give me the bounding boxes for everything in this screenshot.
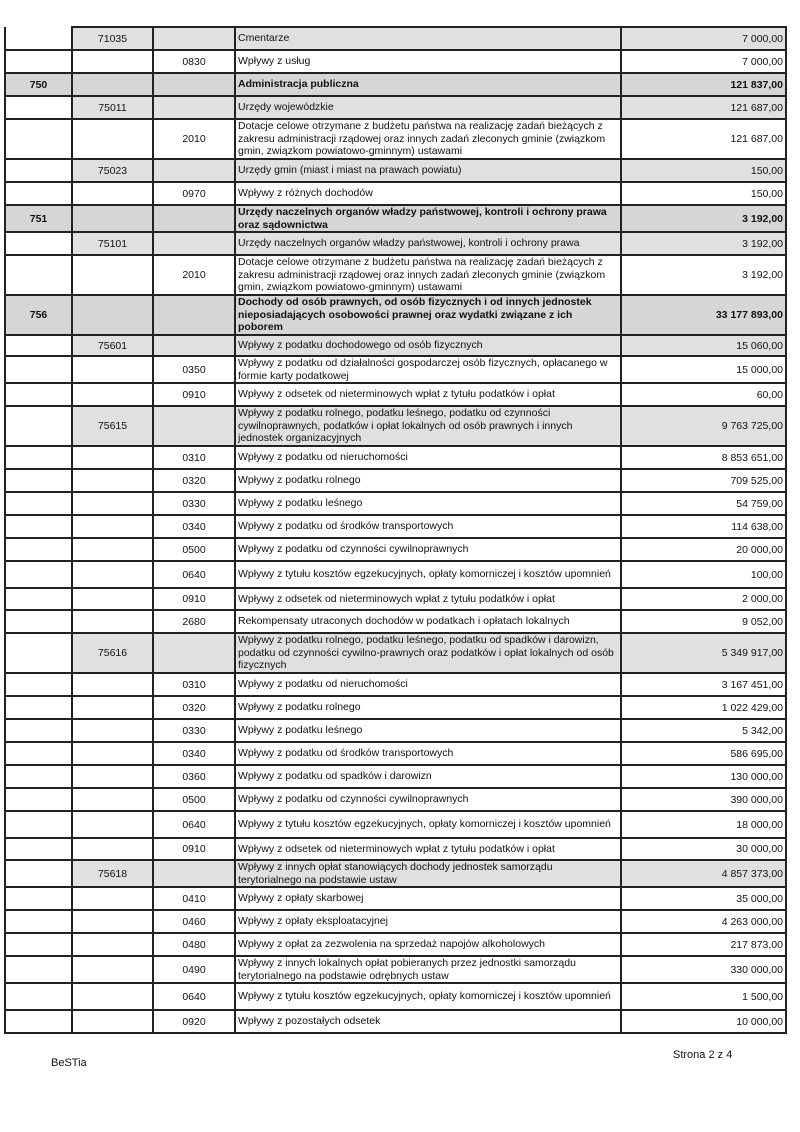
paragraf-row (5, 492, 786, 515)
nazwa-cell: Wpływy z różnych dochodów (235, 182, 621, 205)
rozdzial-row (5, 406, 786, 446)
rozdzial-row (5, 633, 786, 673)
paragraf-row (5, 719, 786, 742)
paragraf-cell: 0970 (153, 182, 235, 205)
paragraf-row (5, 515, 786, 538)
rozdzial-cell (72, 742, 153, 765)
rozdzial-cell (72, 469, 153, 492)
paragraf-cell: 0310 (153, 446, 235, 469)
dzial-cell (5, 469, 72, 492)
nazwa-cell: Urzędy gmin (miast i miast na prawach powiatu) (235, 159, 621, 182)
paragraf-row (5, 610, 786, 633)
rozdzial-cell (72, 295, 153, 335)
rozdzial-cell: 71035 (72, 27, 153, 50)
paragraf-cell: 0910 (153, 383, 235, 406)
kwota-cell: 5 349 917,00 (621, 633, 786, 673)
rozdzial-cell: 75618 (72, 860, 153, 887)
nazwa-cell: Wpływy z opłat za zezwolenia na sprzedaż napojów alkoholowych (235, 933, 621, 956)
paragraf-cell: 0310 (153, 673, 235, 696)
dzial-cell (5, 887, 72, 910)
dzial-cell (5, 811, 72, 838)
kwota-cell: 54 759,00 (621, 492, 786, 515)
kwota-cell: 586 695,00 (621, 742, 786, 765)
kwota-cell: 3 192,00 (621, 232, 786, 255)
paragraf-cell: 0460 (153, 910, 235, 933)
rozdzial-cell: 75101 (72, 232, 153, 255)
paragraf-cell: 2010 (153, 255, 235, 295)
paragraf-row (5, 811, 786, 838)
paragraf-cell: 0320 (153, 696, 235, 719)
dzial-cell (5, 232, 72, 255)
rozdzial-cell (72, 588, 153, 610)
nazwa-cell: Wpływy z podatku od czynności cywilnoprawnych (235, 788, 621, 811)
dzial-cell (5, 910, 72, 933)
kwota-cell: 121 687,00 (621, 96, 786, 119)
kwota-cell: 709 525,00 (621, 469, 786, 492)
paragraf-cell: 0640 (153, 983, 235, 1010)
kwota-cell: 114 638,00 (621, 515, 786, 538)
rozdzial-cell (72, 788, 153, 811)
rozdzial-cell (72, 356, 153, 383)
dzial-cell (5, 633, 72, 673)
footer-page-number: Strona 2 z 4 (673, 1049, 733, 1061)
paragraf-cell: 0340 (153, 515, 235, 538)
dzial-cell (5, 838, 72, 860)
nazwa-cell: Wpływy z podatku od środków transportowych (235, 742, 621, 765)
nazwa-cell: Wpływy z odsetek od nieterminowych wpłat z tytułu podatków i opłat (235, 838, 621, 860)
paragraf-row (5, 446, 786, 469)
nazwa-cell: Wpływy z podatku leśnego (235, 719, 621, 742)
rozdzial-cell (72, 255, 153, 295)
rozdzial-cell (72, 50, 153, 73)
rozdzial-cell (72, 765, 153, 788)
nazwa-cell: Wpływy z odsetek od nieterminowych wpłat z tytułu podatków i opłat (235, 588, 621, 610)
nazwa-cell: Wpływy z innych lokalnych opłat pobieranych przez jednostki samorządu terytorialnego na podstawie odrębnych ustaw (235, 956, 621, 983)
rozdzial-cell (72, 561, 153, 588)
nazwa-cell: Wpływy z podatku rolnego, podatku leśnego, podatku od czynności cywilnoprawnych, podatków i opłat lokalnych od osób prawnych i innych jednostek organizacyjnych (235, 406, 621, 446)
dzial-cell (5, 1010, 72, 1033)
kwota-cell: 1 022 429,00 (621, 696, 786, 719)
rozdzial-cell (72, 182, 153, 205)
nazwa-cell: Urzędy naczelnych organów władzy państwowej, kontroli i ochrony prawa oraz sądownictwa (235, 205, 621, 232)
rozdzial-row (5, 860, 786, 887)
rozdzial-cell: 75615 (72, 406, 153, 446)
paragraf-cell: 0480 (153, 933, 235, 956)
rozdzial-cell (72, 538, 153, 561)
kwota-cell: 130 000,00 (621, 765, 786, 788)
kwota-cell: 4 263 000,00 (621, 910, 786, 933)
rozdzial-cell (72, 446, 153, 469)
dzial-cell (5, 561, 72, 588)
nazwa-cell: Dochody od osób prawnych, od osób fizycznych i od innych jednostek nieposiadających osobowości prawnej oraz wydatki związane z ich poborem (235, 295, 621, 335)
dzial-cell (5, 588, 72, 610)
rozdzial-cell: 75616 (72, 633, 153, 673)
nazwa-cell: Wpływy z podatku rolnego (235, 469, 621, 492)
paragraf-row (5, 765, 786, 788)
nazwa-cell: Wpływy z podatku od nieruchomości (235, 673, 621, 696)
kwota-cell: 30 000,00 (621, 838, 786, 860)
kwota-cell: 3 192,00 (621, 205, 786, 232)
dzial-cell (5, 255, 72, 295)
dzial-cell (5, 610, 72, 633)
dzial-cell (5, 27, 72, 50)
paragraf-cell: 0490 (153, 956, 235, 983)
kwota-cell: 10 000,00 (621, 1010, 786, 1033)
rozdzial-cell: 75601 (72, 335, 153, 356)
paragraf-row (5, 182, 786, 205)
dzial-cell (5, 983, 72, 1010)
paragraf-cell: 0350 (153, 356, 235, 383)
rozdzial-cell (72, 205, 153, 232)
dzial-cell (5, 788, 72, 811)
rozdzial-row (5, 159, 786, 182)
paragraf-cell: 2680 (153, 610, 235, 633)
dzial-cell (5, 933, 72, 956)
rozdzial-cell (72, 956, 153, 983)
nazwa-cell: Wpływy z podatku od czynności cywilnoprawnych (235, 538, 621, 561)
dzial-cell (5, 119, 72, 159)
nazwa-cell: Wpływy z podatku rolnego, podatku leśnego, podatku od spadków i darowizn, podatku od czynności cywilno-prawnych oraz podatków i opłat lokalnych od osób fizycznych (235, 633, 621, 673)
paragraf-cell: 0500 (153, 788, 235, 811)
paragraf-row (5, 887, 786, 910)
rozdzial-cell (72, 492, 153, 515)
paragraf-cell: 0640 (153, 561, 235, 588)
nazwa-cell: Wpływy z opłaty eksploatacyjnej (235, 910, 621, 933)
rozdzial-cell (72, 887, 153, 910)
dzial-cell (5, 406, 72, 446)
paragraf-cell: 0410 (153, 887, 235, 910)
rozdzial-row (5, 96, 786, 119)
rozdzial-cell (72, 610, 153, 633)
rozdzial-row (5, 232, 786, 255)
nazwa-cell: Rekompensaty utraconych dochodów w podatkach i opłatach lokalnych (235, 610, 621, 633)
kwota-cell: 217 873,00 (621, 933, 786, 956)
nazwa-cell: Wpływy z podatku od spadków i darowizn (235, 765, 621, 788)
paragraf-cell: 0640 (153, 811, 235, 838)
kwota-cell: 121 837,00 (621, 73, 786, 96)
rozdzial-cell (72, 73, 153, 96)
paragraf-cell (153, 27, 235, 50)
kwota-cell: 150,00 (621, 182, 786, 205)
kwota-cell: 8 853 651,00 (621, 446, 786, 469)
paragraf-cell (153, 406, 235, 446)
kwota-cell: 5 342,00 (621, 719, 786, 742)
paragraf-row (5, 696, 786, 719)
rozdzial-cell (72, 696, 153, 719)
paragraf-cell: 0910 (153, 838, 235, 860)
dzial-cell (5, 538, 72, 561)
paragraf-cell: 2010 (153, 119, 235, 159)
dzial-cell (5, 446, 72, 469)
nazwa-cell: Urzędy wojewódzkie (235, 96, 621, 119)
budget-table (4, 26, 787, 1034)
paragraf-row (5, 383, 786, 406)
rozdzial-row (5, 27, 786, 50)
nazwa-cell: Wpływy z usług (235, 50, 621, 73)
nazwa-cell: Wpływy z tytułu kosztów egzekucyjnych, opłaty komorniczej i kosztów upomnień (235, 561, 621, 588)
nazwa-cell: Urzędy naczelnych organów władzy państwowej, kontroli i ochrony prawa (235, 232, 621, 255)
paragraf-cell (153, 159, 235, 182)
dzial-cell (5, 515, 72, 538)
kwota-cell: 15 060,00 (621, 335, 786, 356)
footer-app-name: BeSTia (51, 1057, 87, 1069)
dzial-cell (5, 50, 72, 73)
dzial-cell (5, 956, 72, 983)
kwota-cell: 7 000,00 (621, 50, 786, 73)
kwota-cell: 9 763 725,00 (621, 406, 786, 446)
kwota-cell: 150,00 (621, 159, 786, 182)
dzial-row (5, 295, 786, 335)
nazwa-cell: Wpływy z podatku dochodowego od osób fizycznych (235, 335, 621, 356)
nazwa-cell: Wpływy z tytułu kosztów egzekucyjnych, opłaty komorniczej i kosztów upomnień (235, 811, 621, 838)
dzial-row (5, 205, 786, 232)
nazwa-cell: Wpływy z podatku od nieruchomości (235, 446, 621, 469)
paragraf-cell (153, 860, 235, 887)
paragraf-cell: 0330 (153, 492, 235, 515)
rozdzial-cell (72, 719, 153, 742)
kwota-cell: 33 177 893,00 (621, 295, 786, 335)
nazwa-cell: Cmentarze (235, 27, 621, 50)
paragraf-row (5, 356, 786, 383)
kwota-cell: 121 687,00 (621, 119, 786, 159)
paragraf-row (5, 673, 786, 696)
dzial-cell (5, 159, 72, 182)
paragraf-row (5, 933, 786, 956)
rozdzial-cell (72, 515, 153, 538)
paragraf-cell: 0830 (153, 50, 235, 73)
dzial-cell (5, 182, 72, 205)
paragraf-cell (153, 232, 235, 255)
nazwa-cell: Wpływy z tytułu kosztów egzekucyjnych, opłaty komorniczej i kosztów upomnień (235, 983, 621, 1010)
paragraf-row (5, 788, 786, 811)
kwota-cell: 15 000,00 (621, 356, 786, 383)
paragraf-row (5, 119, 786, 159)
paragraf-cell (153, 295, 235, 335)
rozdzial-cell (72, 838, 153, 860)
kwota-cell: 60,00 (621, 383, 786, 406)
dzial-cell: 756 (5, 295, 72, 335)
kwota-cell: 7 000,00 (621, 27, 786, 50)
kwota-cell: 9 052,00 (621, 610, 786, 633)
paragraf-row (5, 742, 786, 765)
kwota-cell: 390 000,00 (621, 788, 786, 811)
paragraf-cell (153, 335, 235, 356)
dzial-cell (5, 765, 72, 788)
kwota-cell: 18 000,00 (621, 811, 786, 838)
rozdzial-cell (72, 383, 153, 406)
paragraf-row (5, 956, 786, 983)
kwota-cell: 20 000,00 (621, 538, 786, 561)
dzial-cell (5, 719, 72, 742)
paragraf-row (5, 1010, 786, 1033)
paragraf-cell: 0910 (153, 588, 235, 610)
rozdzial-cell: 75023 (72, 159, 153, 182)
paragraf-cell (153, 96, 235, 119)
kwota-cell: 3 167 451,00 (621, 673, 786, 696)
nazwa-cell: Wpływy z opłaty skarbowej (235, 887, 621, 910)
nazwa-cell: Wpływy z podatku od środków transportowych (235, 515, 621, 538)
rozdzial-cell (72, 119, 153, 159)
rozdzial-cell (72, 910, 153, 933)
paragraf-cell (153, 633, 235, 673)
paragraf-cell: 0330 (153, 719, 235, 742)
paragraf-row (5, 838, 786, 860)
paragraf-row (5, 983, 786, 1010)
kwota-cell: 100,00 (621, 561, 786, 588)
nazwa-cell: Dotacje celowe otrzymane z budżetu państwa na realizację zadań bieżących z zakresu administracji rządowej oraz innych zadań zleconych gminie (związkom gmin, związkom powiatowo-gminnym) ustawami (235, 255, 621, 295)
nazwa-cell: Wpływy z innych opłat stanowiących dochody jednostek samorządu terytorialnego na podstawie ustaw (235, 860, 621, 887)
kwota-cell: 35 000,00 (621, 887, 786, 910)
kwota-cell: 330 000,00 (621, 956, 786, 983)
paragraf-cell: 0320 (153, 469, 235, 492)
budget-table-body (5, 27, 786, 1033)
paragraf-row (5, 910, 786, 933)
dzial-cell (5, 335, 72, 356)
rozdzial-cell (72, 933, 153, 956)
paragraf-cell (153, 73, 235, 96)
nazwa-cell: Wpływy z podatku rolnego (235, 696, 621, 719)
rozdzial-cell (72, 673, 153, 696)
dzial-cell (5, 383, 72, 406)
dzial-cell (5, 673, 72, 696)
dzial-cell (5, 96, 72, 119)
nazwa-cell: Wpływy z pozostałych odsetek (235, 1010, 621, 1033)
dzial-cell (5, 696, 72, 719)
kwota-cell: 4 857 373,00 (621, 860, 786, 887)
nazwa-cell: Wpływy z odsetek od nieterminowych wpłat z tytułu podatków i opłat (235, 383, 621, 406)
paragraf-row (5, 469, 786, 492)
paragraf-row (5, 255, 786, 295)
paragraf-cell: 0500 (153, 538, 235, 561)
rozdzial-cell (72, 983, 153, 1010)
paragraf-row (5, 538, 786, 561)
dzial-cell (5, 860, 72, 887)
paragraf-row (5, 50, 786, 73)
rozdzial-cell: 75011 (72, 96, 153, 119)
paragraf-cell: 0360 (153, 765, 235, 788)
paragraf-row (5, 588, 786, 610)
dzial-cell: 750 (5, 73, 72, 96)
nazwa-cell: Dotacje celowe otrzymane z budżetu państwa na realizację zadań bieżących z zakresu administracji rządowej oraz innych zadań zleconych gminie (związkom gmin, związkom powiatowo-gminnym) ustawami (235, 119, 621, 159)
dzial-cell (5, 356, 72, 383)
dzial-cell (5, 492, 72, 515)
paragraf-cell: 0920 (153, 1010, 235, 1033)
paragraf-row (5, 561, 786, 588)
kwota-cell: 2 000,00 (621, 588, 786, 610)
dzial-cell (5, 742, 72, 765)
paragraf-cell (153, 205, 235, 232)
rozdzial-row (5, 335, 786, 356)
nazwa-cell: Wpływy z podatku od działalności gospodarczej osób fizycznych, opłacanego w formie karty podatkowej (235, 356, 621, 383)
rozdzial-cell (72, 1010, 153, 1033)
rozdzial-cell (72, 811, 153, 838)
kwota-cell: 1 500,00 (621, 983, 786, 1010)
nazwa-cell: Administracja publiczna (235, 73, 621, 96)
nazwa-cell: Wpływy z podatku leśnego (235, 492, 621, 515)
paragraf-cell: 0340 (153, 742, 235, 765)
dzial-cell: 751 (5, 205, 72, 232)
dzial-row (5, 73, 786, 96)
kwota-cell: 3 192,00 (621, 255, 786, 295)
